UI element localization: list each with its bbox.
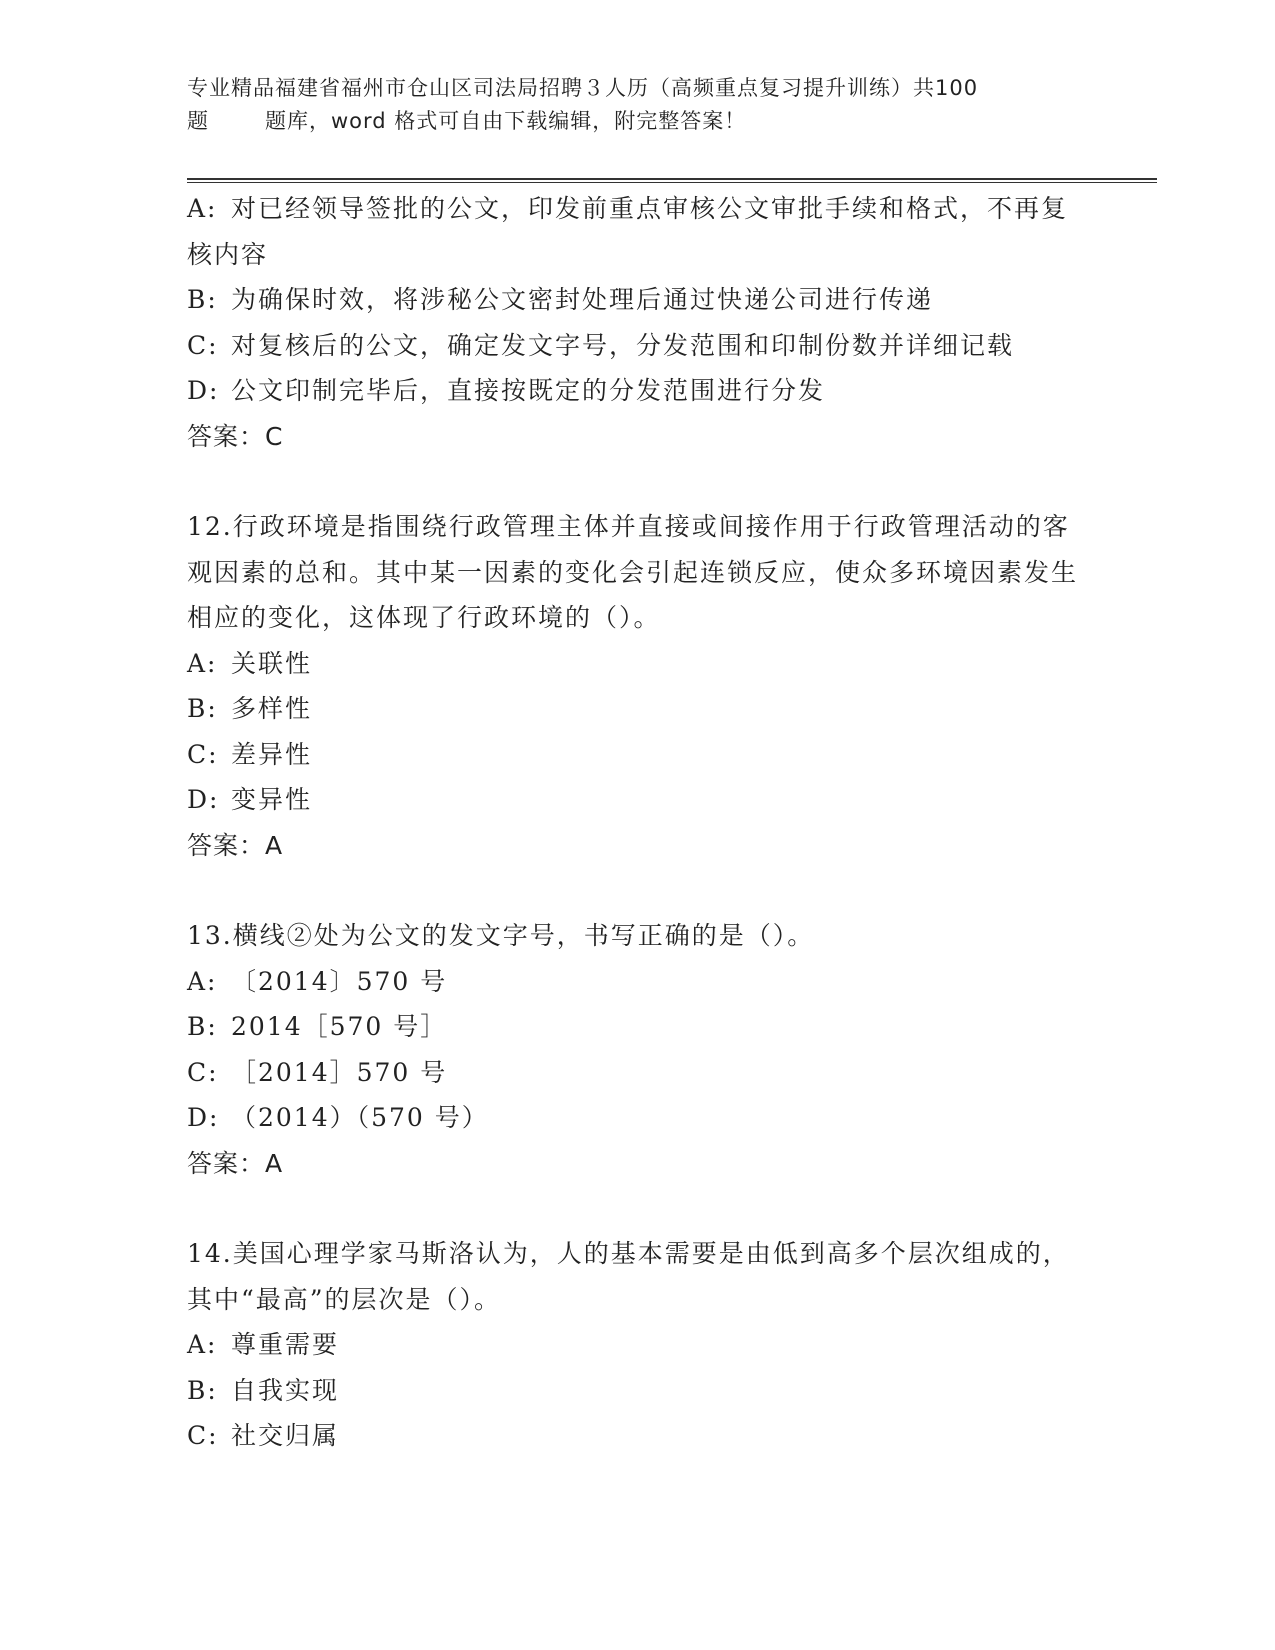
option-text: 公文印制完毕后，直接按既定的分发范围进行分发 [231,376,826,405]
option-text: 尊重需要 [231,1330,340,1359]
option-text: 2014［570 号］ [231,1012,448,1041]
page-header [187,72,1087,138]
question-block [187,913,1087,1186]
option-text: 多样性 [231,694,313,723]
question-list [187,186,1087,1459]
option-label: C: [187,330,219,360]
header-title-line1: 专业精品福建省福州市仓山区司法局招聘３人历（高频重点复习提升训练）共100 [187,76,979,100]
option-text: 对复核后的公文，确定发文字号，分发范围和印制份数并详细记载 [231,330,1015,360]
option-label: A: [187,966,218,996]
option-label: C: [187,739,219,769]
option-text: 为确保时效，将涉秘公文密封处理后通过快递公司进行传递 [231,285,934,314]
option-label: D: [187,376,220,405]
option-label: B: [187,694,218,723]
option-text: 关联性 [231,648,313,678]
option-label: A: [187,194,218,223]
option-text: 变异性 [231,785,313,814]
option-label: D: [187,785,220,814]
option-label: B: [187,1012,218,1041]
question-block [187,186,1087,459]
option-a [187,186,1087,277]
option-label: B: [187,1375,218,1405]
option-c [187,1413,1087,1459]
option-b [187,277,1087,323]
option-label: A: [187,648,218,678]
option-label: C: [187,1057,219,1087]
option-text: ［2014］570 号 [231,1057,448,1087]
question-stem: 13.横线②处为公文的发文字号，书写正确的是（）。 [187,921,815,950]
option-label: A: [187,1330,218,1359]
option-text: （2014）（570 号） [231,1103,489,1132]
option-a [187,1322,1087,1368]
option-b [187,1004,1087,1050]
answer-line: 答案：A [187,830,284,860]
option-a [187,641,1087,687]
option-text: 自我实现 [231,1375,340,1405]
header-divider [187,178,1157,183]
question-block [187,504,1087,868]
option-text: 对已经领导签批的公文，印发前重点审核公文审批手续和格式，不再复核内容 [187,194,1069,269]
option-b [187,686,1087,732]
answer-line: 答案：A [187,1148,284,1178]
option-text: 社交归属 [231,1421,340,1450]
option-text: 〔2014〕570 号 [231,966,448,996]
question-block [187,1231,1087,1459]
header-title-line2-left: 题 [187,109,209,133]
spacer [187,1186,1087,1231]
header-title-line2 [187,105,1087,138]
option-label: C: [187,1421,219,1450]
option-d [187,1095,1087,1141]
question-stem: 14.美国心理学家马斯洛认为，人的基本需要是由低到高多个层次组成的，其中“最高”的层次是（）。 [187,1239,1070,1314]
option-c [187,323,1087,369]
option-b [187,1368,1087,1414]
question-stem: 12.行政环境是指围绕行政管理主体并直接或间接作用于行政管理活动的客观因素的总和。其中某一因素的变化会引起连锁反应，使众多环境因素发生相应的变化，这体现了行政环境的（）。 [187,512,1079,632]
spacer [187,868,1087,913]
header-title-line2-right: 题库，word 格式可自由下载编辑，附完整答案！ [265,109,747,133]
option-c [187,1050,1087,1096]
answer-line: 答案：C [187,421,284,451]
option-text: 差异性 [231,739,313,769]
option-label: D: [187,1103,220,1132]
spacer [187,459,1087,504]
option-a [187,959,1087,1005]
option-d [187,777,1087,823]
option-d [187,368,1087,414]
option-label: B: [187,285,218,314]
option-c [187,732,1087,778]
